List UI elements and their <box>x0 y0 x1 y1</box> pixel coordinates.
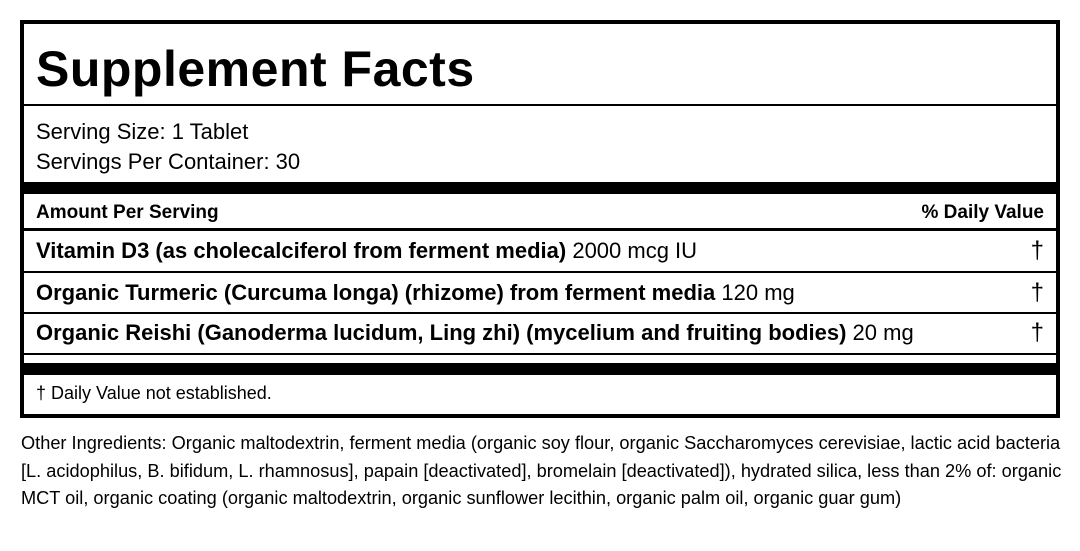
title-divider <box>24 104 1056 106</box>
ingredient-row <box>36 280 1044 306</box>
header-divider <box>24 228 1056 231</box>
other-ingredients: Other Ingredients: Organic maltodextrin, ferment media (organic soy flour, organic Saccharomyces cerevisiae, lactic acid bacteria [L. acidophilus, B. bifidum, L. rhamnosus], papain [deactivated], bromelain [deactivated]), hydrated silica, less than 2% of: organic MCT oil, organic coating (organic maltodextrin, organic sunflower lecithin, organic palm oil, organic guar gum) <box>21 433 1062 509</box>
ingredient-row <box>36 238 1044 264</box>
panel-title: Supplement Facts <box>36 41 475 97</box>
amount-per-serving-label: Amount Per Serving <box>36 202 219 223</box>
ingredient-name: Organic Turmeric (Curcuma longa) (rhizome) from ferment media <box>36 280 716 305</box>
daily-value-dagger: † <box>1030 279 1044 306</box>
thick-divider <box>24 363 1056 375</box>
ingredient-amount: 20 mg <box>852 320 914 345</box>
row-divider <box>24 271 1056 273</box>
ingredient-row <box>36 320 1044 346</box>
daily-value-label: % Daily Value <box>921 202 1044 223</box>
serving-size: Serving Size: 1 Tablet <box>36 119 249 144</box>
row-divider <box>24 312 1056 314</box>
daily-value-dagger: † <box>1030 237 1044 264</box>
ingredient-amount: 2000 mcg IU <box>572 238 698 263</box>
supplement-facts-panel <box>20 20 1060 418</box>
ingredient-name: Organic Reishi (Ganoderma lucidum, Ling zhi) (mycelium and fruiting bodies) <box>36 320 847 345</box>
ingredient-amount: 120 mg <box>721 280 795 305</box>
servings-per-container: Servings Per Container: 30 <box>36 149 301 174</box>
ingredient-name: Vitamin D3 (as cholecalciferol from ferment media) <box>36 238 567 263</box>
daily-value-dagger: † <box>1030 319 1044 346</box>
thick-divider <box>24 182 1056 194</box>
column-header-row <box>36 202 1044 224</box>
row-divider <box>24 353 1056 355</box>
footnote: † Daily Value not established. <box>36 383 272 403</box>
